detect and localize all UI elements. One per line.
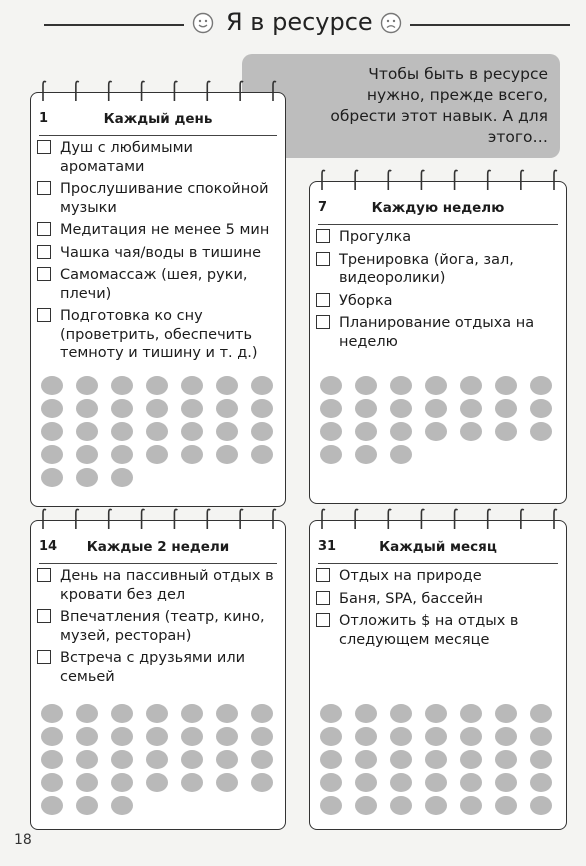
tracker-dot[interactable] bbox=[320, 399, 342, 418]
header-rule-right bbox=[410, 24, 570, 26]
intro-note bbox=[242, 54, 560, 158]
card-divider bbox=[318, 563, 558, 564]
tracker-dot[interactable] bbox=[41, 445, 63, 464]
card-number: 1 bbox=[39, 111, 49, 126]
spiral-ring bbox=[240, 509, 243, 529]
checkbox[interactable] bbox=[316, 613, 330, 627]
tracker-dot[interactable] bbox=[355, 422, 377, 441]
item-label: Медитация не менее 5 мин bbox=[60, 222, 270, 238]
tracker-dot[interactable] bbox=[76, 773, 98, 792]
tracker-dot[interactable] bbox=[181, 704, 203, 723]
spiral-ring bbox=[521, 509, 524, 529]
tracker-dot[interactable] bbox=[76, 445, 98, 464]
tracker-dots bbox=[320, 376, 560, 464]
item-label: Впечатления (театр, кино, музей, ресторан) bbox=[60, 609, 265, 644]
card-header bbox=[39, 539, 277, 561]
tracker-dot[interactable] bbox=[355, 727, 377, 746]
spiral-ring bbox=[43, 509, 46, 529]
tracker-dot[interactable] bbox=[76, 704, 98, 723]
card-title: Каждый день bbox=[103, 111, 213, 127]
tracker-dot[interactable] bbox=[251, 750, 273, 769]
card-divider bbox=[39, 563, 277, 564]
checkbox[interactable] bbox=[37, 650, 51, 664]
tracker-dot[interactable] bbox=[425, 750, 447, 769]
checkbox[interactable] bbox=[316, 315, 330, 329]
tracker-dot[interactable] bbox=[216, 704, 238, 723]
tracker-dot[interactable] bbox=[41, 422, 63, 441]
tracker-dot[interactable] bbox=[425, 422, 447, 441]
spiral-ring bbox=[388, 509, 391, 529]
checkbox[interactable] bbox=[37, 181, 51, 195]
spiral-ring bbox=[521, 170, 524, 190]
tracker-dot[interactable] bbox=[390, 445, 412, 464]
tracker-dot[interactable] bbox=[146, 750, 168, 769]
tracker-dot[interactable] bbox=[425, 796, 447, 815]
tracker-dot[interactable] bbox=[41, 468, 63, 487]
spiral-ring bbox=[109, 81, 112, 101]
tracker-dot[interactable] bbox=[181, 399, 203, 418]
spiral-ring bbox=[273, 81, 276, 101]
item-label: Прогулка bbox=[339, 229, 412, 245]
tracker-dot[interactable] bbox=[390, 422, 412, 441]
list-item bbox=[37, 567, 281, 604]
tracker-dot[interactable] bbox=[495, 773, 517, 792]
tracker-dots bbox=[41, 376, 279, 487]
tracker-dot[interactable] bbox=[425, 727, 447, 746]
item-label: Прослушивание спокойной музыки bbox=[60, 181, 269, 216]
checkbox[interactable] bbox=[37, 140, 51, 154]
tracker-dot[interactable] bbox=[251, 445, 273, 464]
checkbox[interactable] bbox=[37, 245, 51, 259]
spiral-ring bbox=[488, 170, 491, 190]
spiral-ring bbox=[455, 509, 458, 529]
spiral-ring bbox=[455, 170, 458, 190]
item-label: Планирование отдыха на неделю bbox=[339, 315, 535, 350]
tracker-dot[interactable] bbox=[355, 796, 377, 815]
tracker-dot[interactable] bbox=[355, 704, 377, 723]
spiral-ring bbox=[76, 509, 79, 529]
list-item bbox=[316, 314, 562, 351]
list-item bbox=[37, 266, 281, 303]
tracker-dot[interactable] bbox=[76, 422, 98, 441]
card-number: 7 bbox=[318, 200, 328, 215]
checklist bbox=[316, 228, 562, 355]
tracker-dot[interactable] bbox=[111, 468, 133, 487]
checklist bbox=[316, 567, 562, 653]
tracker-dot[interactable] bbox=[251, 727, 273, 746]
list-item bbox=[37, 221, 281, 240]
tracker-dot[interactable] bbox=[216, 399, 238, 418]
tracker-dot[interactable] bbox=[460, 773, 482, 792]
list-item bbox=[316, 612, 562, 649]
tracker-dot[interactable] bbox=[41, 773, 63, 792]
sad-face-icon bbox=[380, 12, 402, 34]
checkbox[interactable] bbox=[37, 568, 51, 582]
item-label: Чашка чая/воды в тишине bbox=[60, 244, 262, 261]
tracker-dot[interactable] bbox=[146, 422, 168, 441]
tracker-dot[interactable] bbox=[216, 750, 238, 769]
item-label: Встреча с друзьями или семьей bbox=[60, 650, 246, 685]
checklist bbox=[37, 567, 281, 690]
tracker-dot[interactable] bbox=[460, 376, 482, 395]
spiral-ring bbox=[76, 81, 79, 101]
list-item bbox=[37, 307, 281, 363]
checkbox[interactable] bbox=[37, 267, 51, 281]
tracker-dot[interactable] bbox=[216, 727, 238, 746]
list-item bbox=[37, 244, 281, 263]
tracker-dot[interactable] bbox=[460, 399, 482, 418]
tracker-dot[interactable] bbox=[530, 750, 552, 769]
list-item bbox=[37, 649, 281, 686]
tracker-dot[interactable] bbox=[251, 773, 273, 792]
card-title: Каждые 2 недели bbox=[86, 539, 230, 555]
item-label: Тренировка (йога, зал, видеоролики) bbox=[339, 251, 514, 286]
tracker-dots bbox=[41, 704, 279, 815]
tracker-dot[interactable] bbox=[530, 704, 552, 723]
checkbox[interactable] bbox=[316, 293, 330, 307]
tracker-dot[interactable] bbox=[76, 376, 98, 395]
tracker-dot[interactable] bbox=[355, 399, 377, 418]
tracker-dot[interactable] bbox=[320, 422, 342, 441]
tracker-dot[interactable] bbox=[460, 422, 482, 441]
tracker-dot[interactable] bbox=[111, 704, 133, 723]
tracker-dot[interactable] bbox=[495, 796, 517, 815]
spiral-rings-icon bbox=[310, 507, 566, 531]
item-label: Подготовка ко сну (проветрить, обеспечить темноту и тишину и т. д.) bbox=[60, 308, 258, 361]
card-biweekly bbox=[30, 520, 286, 830]
tracker-dot[interactable] bbox=[390, 727, 412, 746]
tracker-dot[interactable] bbox=[390, 750, 412, 769]
tracker-dot[interactable] bbox=[146, 727, 168, 746]
tracker-dot[interactable] bbox=[495, 704, 517, 723]
tracker-dot[interactable] bbox=[425, 376, 447, 395]
checkbox[interactable] bbox=[316, 252, 330, 266]
tracker-dot[interactable] bbox=[460, 704, 482, 723]
tracker-dot[interactable] bbox=[530, 376, 552, 395]
tracker-dot[interactable] bbox=[216, 422, 238, 441]
tracker-dot[interactable] bbox=[111, 796, 133, 815]
tracker-dot[interactable] bbox=[251, 376, 273, 395]
checkbox[interactable] bbox=[37, 609, 51, 623]
spiral-ring bbox=[240, 81, 243, 101]
card-daily bbox=[30, 92, 286, 507]
spiral-ring bbox=[322, 170, 325, 190]
card-monthly bbox=[309, 520, 567, 830]
list-item bbox=[316, 228, 562, 247]
tracker-dots bbox=[320, 704, 560, 815]
tracker-dot[interactable] bbox=[320, 376, 342, 395]
tracker-dot[interactable] bbox=[320, 704, 342, 723]
tracker-dot[interactable] bbox=[181, 773, 203, 792]
page-title: Я в ресурсе bbox=[226, 8, 373, 36]
tracker-dot[interactable] bbox=[181, 376, 203, 395]
spiral-ring bbox=[142, 509, 145, 529]
spiral-ring bbox=[488, 509, 491, 529]
tracker-dot[interactable] bbox=[530, 422, 552, 441]
tracker-dot[interactable] bbox=[76, 750, 98, 769]
tracker-dot[interactable] bbox=[181, 445, 203, 464]
checklist bbox=[37, 139, 281, 367]
spiral-ring bbox=[554, 509, 557, 529]
spiral-ring bbox=[388, 170, 391, 190]
card-divider bbox=[318, 224, 558, 225]
tracker-dot[interactable] bbox=[320, 773, 342, 792]
tracker-dot[interactable] bbox=[181, 750, 203, 769]
tracker-dot[interactable] bbox=[146, 376, 168, 395]
card-divider bbox=[39, 135, 277, 136]
tracker-dot[interactable] bbox=[495, 750, 517, 769]
spiral-ring bbox=[273, 509, 276, 529]
item-label: Уборка bbox=[339, 292, 393, 309]
item-label: Душ с любимыми ароматами bbox=[60, 140, 193, 175]
tracker-dot[interactable] bbox=[111, 422, 133, 441]
tracker-dot[interactable] bbox=[146, 704, 168, 723]
tracker-dot[interactable] bbox=[390, 399, 412, 418]
tracker-dot[interactable] bbox=[320, 445, 342, 464]
card-header bbox=[39, 111, 277, 133]
tracker-dot[interactable] bbox=[181, 727, 203, 746]
tracker-dot[interactable] bbox=[251, 422, 273, 441]
spiral-ring bbox=[43, 81, 46, 101]
tracker-dot[interactable] bbox=[320, 796, 342, 815]
item-label: Самомассаж (шея, руки, плечи) bbox=[60, 267, 248, 302]
item-label: Отложить $ на отдых в следующем месяце bbox=[339, 613, 519, 648]
tracker-dot[interactable] bbox=[216, 376, 238, 395]
card-number: 31 bbox=[318, 539, 337, 554]
tracker-dot[interactable] bbox=[530, 399, 552, 418]
tracker-dot[interactable] bbox=[76, 468, 98, 487]
tracker-dot[interactable] bbox=[390, 376, 412, 395]
tracker-dot[interactable] bbox=[41, 796, 63, 815]
spiral-ring bbox=[109, 509, 112, 529]
tracker-dot[interactable] bbox=[495, 727, 517, 746]
smiley-face-icon bbox=[192, 12, 214, 34]
tracker-dot[interactable] bbox=[251, 399, 273, 418]
spiral-rings-icon bbox=[31, 79, 285, 103]
tracker-dot[interactable] bbox=[146, 773, 168, 792]
tracker-dot[interactable] bbox=[111, 750, 133, 769]
tracker-dot[interactable] bbox=[111, 445, 133, 464]
spiral-rings-icon bbox=[310, 168, 566, 192]
spiral-ring bbox=[421, 170, 424, 190]
tracker-dot[interactable] bbox=[530, 727, 552, 746]
spiral-ring bbox=[174, 509, 177, 529]
list-item bbox=[316, 567, 562, 586]
tracker-dot[interactable] bbox=[425, 773, 447, 792]
tracker-dot[interactable] bbox=[460, 727, 482, 746]
list-item bbox=[316, 251, 562, 288]
spiral-ring bbox=[421, 509, 424, 529]
header-rule-left bbox=[44, 24, 184, 26]
spiral-ring bbox=[174, 81, 177, 101]
tracker-dot[interactable] bbox=[390, 773, 412, 792]
tracker-dot[interactable] bbox=[495, 376, 517, 395]
tracker-dot[interactable] bbox=[41, 750, 63, 769]
card-title: Каждый месяц bbox=[379, 539, 497, 555]
item-label: Отдых на природе bbox=[339, 568, 482, 584]
spiral-ring bbox=[207, 81, 210, 101]
tracker-dot[interactable] bbox=[355, 750, 377, 769]
tracker-dot[interactable] bbox=[320, 727, 342, 746]
list-item bbox=[37, 180, 281, 217]
spiral-ring bbox=[554, 170, 557, 190]
card-header bbox=[318, 200, 558, 222]
tracker-dot[interactable] bbox=[76, 796, 98, 815]
checkbox[interactable] bbox=[37, 222, 51, 236]
spiral-ring bbox=[207, 509, 210, 529]
tracker-dot[interactable] bbox=[76, 399, 98, 418]
tracker-dot[interactable] bbox=[355, 376, 377, 395]
tracker-dot[interactable] bbox=[460, 796, 482, 815]
list-item bbox=[316, 292, 562, 311]
card-weekly bbox=[309, 181, 567, 504]
tracker-dot[interactable] bbox=[216, 773, 238, 792]
tracker-dot[interactable] bbox=[111, 399, 133, 418]
page-number: 18 bbox=[14, 832, 32, 848]
item-label: День на пассивный отдых в кровати без дел bbox=[60, 568, 274, 603]
tracker-dot[interactable] bbox=[111, 376, 133, 395]
tracker-dot[interactable] bbox=[41, 376, 63, 395]
list-item bbox=[37, 139, 281, 176]
spiral-ring bbox=[355, 509, 358, 529]
checkbox[interactable] bbox=[37, 308, 51, 322]
tracker-dot[interactable] bbox=[495, 422, 517, 441]
tracker-dot[interactable] bbox=[530, 773, 552, 792]
tracker-dot[interactable] bbox=[355, 445, 377, 464]
tracker-dot[interactable] bbox=[425, 399, 447, 418]
tracker-dot[interactable] bbox=[41, 399, 63, 418]
tracker-dot[interactable] bbox=[530, 796, 552, 815]
tracker-dot[interactable] bbox=[251, 704, 273, 723]
intro-note-text: Чтобы быть в ресурсе нужно, прежде всего, обрести этот навык. А для этого… bbox=[330, 65, 548, 146]
spiral-ring bbox=[322, 509, 325, 529]
list-item bbox=[316, 590, 562, 609]
tracker-dot[interactable] bbox=[181, 422, 203, 441]
tracker-dot[interactable] bbox=[425, 704, 447, 723]
tracker-dot[interactable] bbox=[146, 399, 168, 418]
tracker-dot[interactable] bbox=[390, 796, 412, 815]
tracker-dot[interactable] bbox=[41, 704, 63, 723]
tracker-dot[interactable] bbox=[355, 773, 377, 792]
tracker-dot[interactable] bbox=[111, 727, 133, 746]
tracker-dot[interactable] bbox=[111, 773, 133, 792]
card-title: Каждую неделю bbox=[371, 200, 505, 216]
tracker-dot[interactable] bbox=[76, 727, 98, 746]
item-label: Баня, SPA, бассейн bbox=[339, 590, 484, 607]
checkbox[interactable] bbox=[316, 229, 330, 243]
checkbox[interactable] bbox=[316, 568, 330, 582]
tracker-dot[interactable] bbox=[390, 704, 412, 723]
card-number: 14 bbox=[39, 539, 58, 554]
checkbox[interactable] bbox=[316, 591, 330, 605]
tracker-dot[interactable] bbox=[460, 750, 482, 769]
list-item bbox=[37, 608, 281, 645]
spiral-ring bbox=[355, 170, 358, 190]
tracker-dot[interactable] bbox=[495, 399, 517, 418]
tracker-dot[interactable] bbox=[320, 750, 342, 769]
spiral-ring bbox=[142, 81, 145, 101]
card-header bbox=[318, 539, 558, 561]
tracker-dot[interactable] bbox=[146, 445, 168, 464]
tracker-dot[interactable] bbox=[216, 445, 238, 464]
spiral-rings-icon bbox=[31, 507, 285, 531]
tracker-dot[interactable] bbox=[41, 727, 63, 746]
